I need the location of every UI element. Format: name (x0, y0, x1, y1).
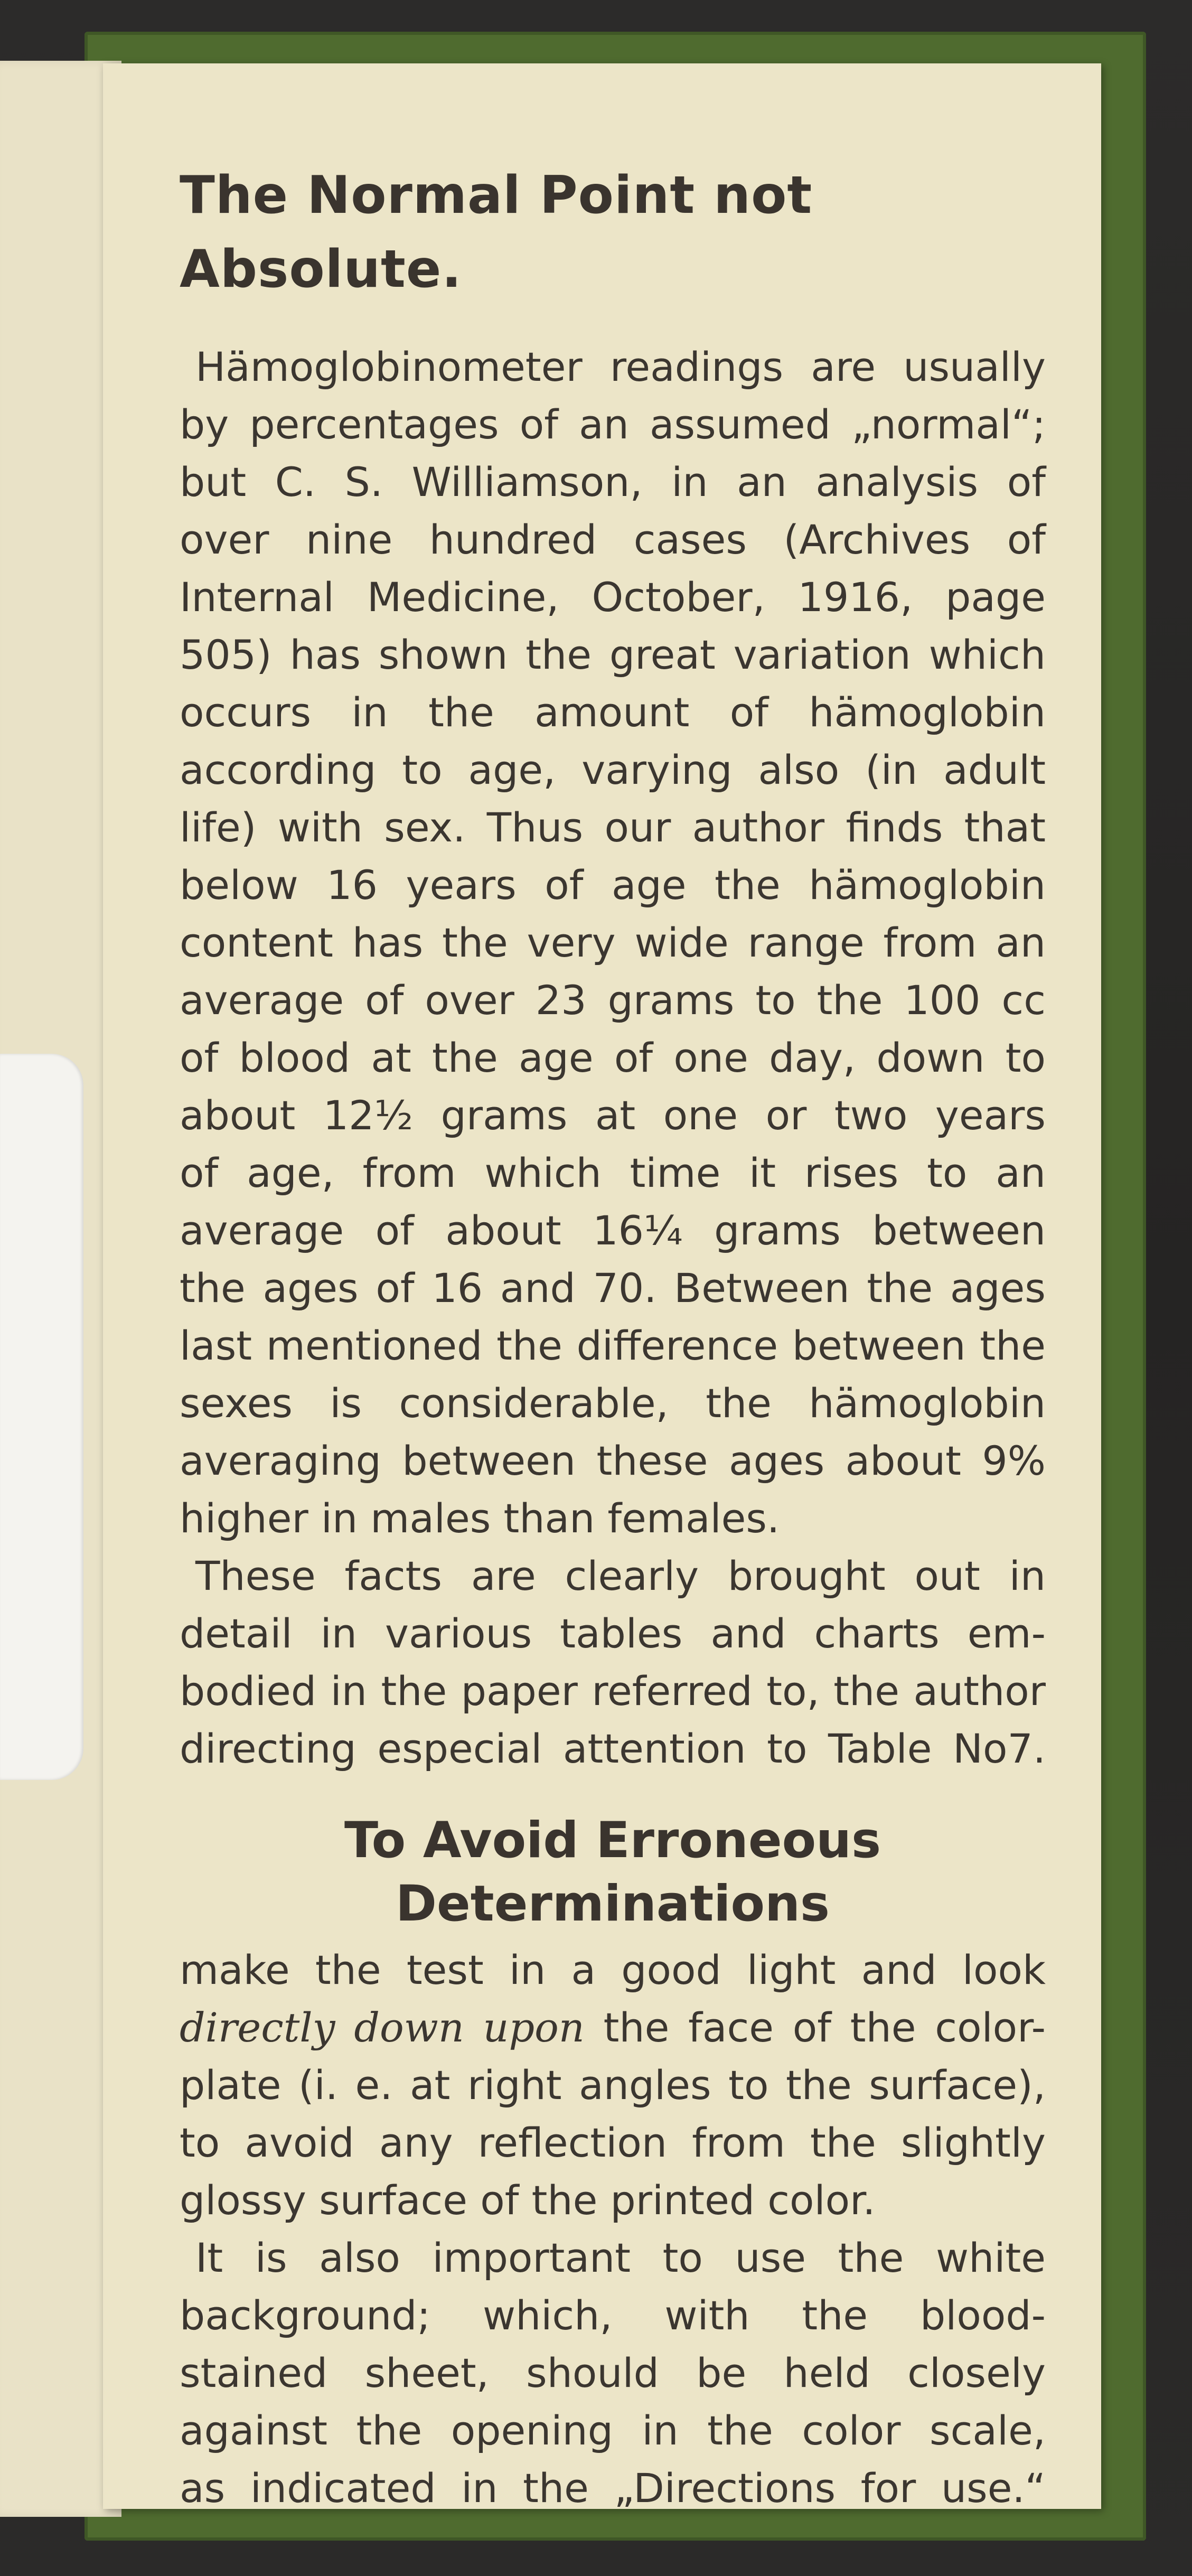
text-line: of blood at the age of one day, down to (180, 1034, 1046, 1081)
text-line: Hämoglobinometer readings are usually (195, 343, 1046, 390)
printed-page (103, 63, 1101, 2512)
text-line (180, 1999, 1046, 2056)
text-line: life) with sex. Thus our author finds that (180, 804, 1046, 851)
text-line: Internal Medicine, October, 1916, page (180, 574, 1046, 621)
text-line: detail in various tables and charts em- (180, 1610, 1046, 1657)
paragraph-normal-point (180, 338, 1046, 1547)
text-line: average of about 16¼ grams between (180, 1207, 1046, 1254)
text-line: against the opening in the color scale, (180, 2407, 1046, 2454)
text-line: average of over 23 grams to the 100 cc (180, 977, 1046, 1024)
text-line: These facts are clearly brought out in (195, 1552, 1046, 1599)
flap-window-cutout (0, 1054, 83, 1780)
text-line: occurs in the amount of hämoglobin (180, 689, 1046, 736)
text-line: background; which, with the blood- (180, 2292, 1046, 2339)
text-line: by percentages of an assumed „normal“; (180, 401, 1046, 448)
text-line: last mentioned the difference between the (180, 1322, 1046, 1369)
heading-line: To Avoid Erroneous (344, 1812, 881, 1869)
section-heading-erroneous (180, 1809, 1046, 1936)
paragraph-facts (180, 1547, 1046, 1777)
text-line: higher in males than females. (180, 1495, 780, 1542)
text-line: about 12½ grams at one or two years (180, 1092, 1046, 1139)
text-line: 505) has shown the great variation which (180, 631, 1046, 678)
page-text-block (180, 158, 1046, 2517)
text-line: to avoid any reflection from the slightly (180, 2119, 1046, 2166)
text-line: stained sheet, should be held closely (180, 2349, 1046, 2396)
text-line: over nine hundred cases (Archives of (180, 516, 1046, 563)
heading-line: Determinations (396, 1875, 830, 1933)
text-line: directing especial attention to Table No7. (180, 1725, 1046, 1772)
text-line: as indicated in the „Directions for use.“ (180, 2465, 1046, 2512)
paragraph-light (180, 1941, 1046, 2229)
text-line: the ages of 16 and 70. Between the ages (180, 1264, 1046, 1312)
text-line: below 16 years of age the hämoglobin (180, 861, 1046, 908)
text-line: bodied in the paper referred to, the author (180, 1668, 1046, 1715)
text-line: It is also important to use the white (195, 2234, 1046, 2281)
text-line: make the test in a good light and look (180, 1946, 1046, 1993)
text-line: content has the very wide range from an (180, 919, 1046, 966)
text-fragment: the face of the color- (584, 2004, 1046, 2051)
section-heading-normal-point: The Normal Point not Absolute. (180, 165, 813, 299)
text-line: but C. S. Williamson, in an analysis of (180, 458, 1046, 505)
paragraph-background (180, 2229, 1046, 2517)
text-line: plate (i. e. at right angles to the surface), (180, 2062, 1046, 2109)
text-line: of age, from which time it rises to an (180, 1149, 1046, 1196)
text-line: according to age, varying also (in adult (180, 746, 1046, 793)
text-line: glossy surface of the printed color. (180, 2177, 876, 2224)
emphasis-text: directly down upon (180, 2004, 585, 2051)
text-line: averaging between these ages about 9% (180, 1437, 1046, 1484)
text-line: sexes is considerable, the hämoglobin (180, 1380, 1046, 1427)
